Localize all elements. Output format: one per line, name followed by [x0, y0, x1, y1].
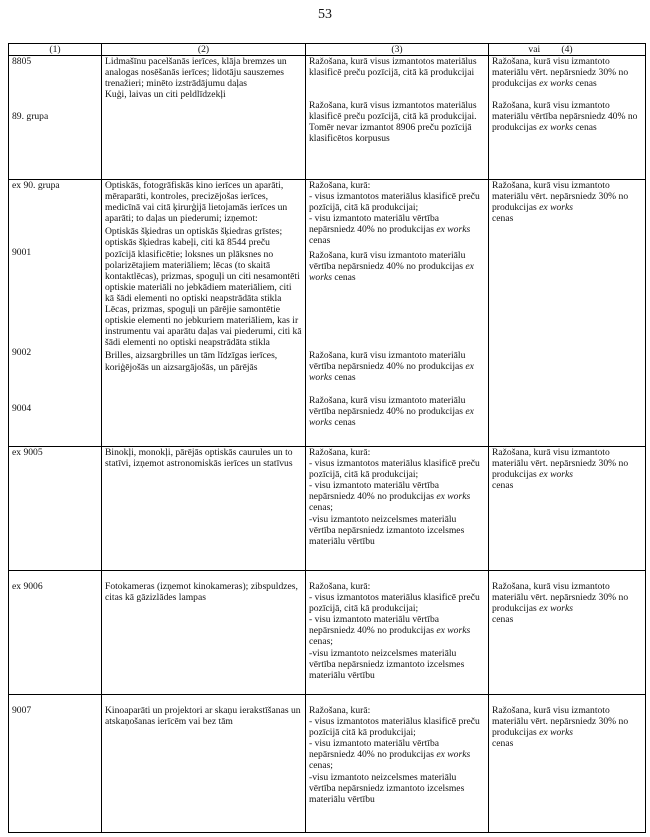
rule-ex-9005-line2: - visus izmantotos materiālus klasificē preču pozīcijā, citā kā produkcijai; — [309, 458, 480, 481]
code-9001: 9001 — [12, 247, 32, 259]
rule-ex-9005-line1: Ražošana, kurā: — [309, 447, 371, 458]
row4-alt-rule-cell — [489, 571, 646, 695]
alt-ex-9006: Ražošana, kurā visu izmantoto materiālu vērt. nepārsniedz 30% no produkcijas ex works — [492, 581, 629, 615]
alt-ex-9005: Ražošana, kurā visu izmantoto materiālu vērt. nepārsniedz 30% no produkcijas ex works — [492, 447, 629, 481]
row1-description-cell — [102, 56, 306, 180]
ex-works-term: ex works — [539, 78, 574, 90]
row1-rule-cell — [306, 56, 489, 180]
row5-alt-rule-cell — [489, 695, 646, 833]
header-col-2: (2) — [102, 44, 306, 56]
alt-ex-90-grupa: Ražošana, kurā visu izmantoto materiālu vērt. nepārsniedz 30% no produkcijas ex works — [492, 180, 629, 214]
ex-works-term: ex works — [436, 749, 471, 761]
desc-ex-90-grupa: Optiskās, fotogrāfiskās kino ierīces un aparāti, mēraparāti, kontroles, precizējošas ierīces, medicīnā vai citā ķirurģijā lietojamās ierīces un aparāti; to daļas un piederumi; izņemot: — [105, 180, 288, 225]
ex-works-term: ex works — [436, 491, 471, 503]
rule-9007-line2: - visus izmantotos materiālus klasificē preču pozīcijā citā kā produkcijai; — [309, 716, 480, 739]
rule-8805: Ražošana, kurā visus izmantotos materiālus klasificē preču pozīcijā, citā kā produkcijai — [309, 56, 477, 79]
rule-ex-9005-line3: - visu izmantoto materiālu vērtība nepārsniedz 40% no produkcijas ex works cenas; — [309, 480, 471, 514]
rule-ex-9005-line4: -visu izmantoto neizcelsmes materiālu vērtība nepārsniedz izmantoto izcelsmes materiālu vērtību — [309, 513, 465, 547]
row2-description-cell — [102, 180, 306, 447]
page-number: 53 — [318, 7, 332, 22]
header-col-3-label: (3) — [391, 44, 403, 55]
rule-ex-9006-line3: - visu izmantoto materiālu vērtība nepārsniedz 40% no produkcijas ex works cenas; — [309, 614, 471, 648]
desc-9004: Brilles, aizsargbrilles un tām līdzīgas ierīces, koriģējošās un aizsargājošās, un pārējās — [105, 350, 278, 373]
row5-code-cell — [9, 695, 102, 833]
desc-9002: Lēcas, prizmas, spoguļi un pārējie samontētie optiskie elementi no jebkuriem materiāliem, kas ir instrumentu vai aparātu daļas vai piederumi, citi kā šādi elementi no optiski neapstrādāta stikla — [105, 304, 302, 349]
rule-ex-9006-line4: -visu izmantoto neizcelsmes materiālu vērtība nepārsniedz izmantoto izcelsmes materiālu vērtību — [309, 647, 465, 681]
ex-works-term: ex works — [436, 224, 471, 236]
rule-9004: Ražošana, kurā visu izmantoto materiālu vērtība nepārsniedz 40% no produkcijas ex works cenas — [309, 395, 474, 429]
ex-works-term: ex works — [539, 202, 574, 214]
code-ex-9005: ex 9005 — [12, 447, 43, 458]
code-89-grupa: 89. grupa — [12, 111, 49, 123]
header-col-4 — [489, 44, 646, 56]
rule-9002: Ražošana, kurā visu izmantoto materiālu vērtība nepārsniedz 40% no produkcijas ex works cenas — [309, 349, 474, 384]
code-ex-9006: ex 9006 — [12, 581, 43, 592]
table-row — [9, 56, 646, 180]
rule-9007-line3: - visu izmantoto materiālu vērtība nepārsniedz 40% no produkcijas ex works cenas; — [309, 738, 471, 772]
ex-works-term: ex works — [539, 727, 574, 739]
alt-ex-9005-cenas: cenas — [492, 480, 514, 492]
rule-9001: Ražošana, kurā visu izmantoto materiālu vērtība nepārsniedz 40% no produkcijas ex works cenas — [309, 249, 474, 283]
alt-9007-cenas: cenas — [492, 738, 514, 750]
rules-table — [8, 43, 646, 833]
row3-rule-cell — [306, 447, 489, 571]
row2-code-cell — [9, 180, 102, 447]
ex-works-term: ex works — [539, 122, 574, 134]
alt-ex-9006-cenas: cenas — [492, 614, 514, 626]
desc-9001: Optiskās šķiedras un optiskās šķiedras grīstes; optiskās šķiedras kabeļi, citi kā 8544 preču pozīcijā klasificētie; loksnes un plāksnes no polarizētajiem materiāliem; lēcas (to skaitā kontaktlēcas), prizmas, spoguļi un citi nesamontēti optiskie materiāli no jebkādiem materiāliem, citi kā šādi elementi no optiski neapstrādāta stikla — [105, 226, 300, 304]
row1-alt-rule-cell — [489, 56, 646, 180]
desc-89-grupa: Kuģi, laivas un citi peldlīdzekļi — [105, 89, 226, 101]
code-9004: 9004 — [12, 403, 32, 415]
alt-ex-90-cenas: cenas — [492, 213, 514, 225]
rule-9007-line1: Ražošana, kurā: — [309, 705, 371, 716]
rule-9007-line4: -visu izmantoto neizcelsmes materiālu vērtība nepārsniedz izmantoto izcelsmes materiālu vērtību — [309, 771, 465, 805]
alt-9007: Ražošana, kurā visu izmantoto materiālu vērt. nepārsniedz 30% no produkcijas ex works — [492, 705, 629, 739]
row5-description-cell — [102, 695, 306, 833]
row3-description-cell — [102, 447, 306, 571]
desc-9007: Kinoaparāti un projektori ar skaņu ierakstīšanas un atskaņošanas ierīcēm vai bez tām — [105, 705, 301, 728]
row4-description-cell — [102, 571, 306, 695]
ex-works-term: ex works — [539, 469, 574, 481]
ex-works-term: ex works — [309, 406, 474, 429]
rule-89-grupa: Ražošana, kurā visus izmantotos materiālus klasificē preču pozīcijā, citā kā produkcijai. Tomēr nevar izmantot 8906 preču pozīcijā klasificētos korpusus — [309, 100, 477, 145]
desc-8805: Lidmašīnu pacelšanās ierīces, klāja bremzes un analogas nosēšanās ierīces; lidotāju sauszemes trenažieri; minēto izstrādājumu daļas — [105, 56, 287, 90]
row4-rule-cell — [306, 571, 489, 695]
header-col-1: (1) — [9, 44, 102, 56]
row2-alt-rule-cell — [489, 180, 646, 447]
ex-works-term: ex works — [309, 360, 474, 384]
header-row — [9, 44, 646, 56]
desc-ex-9006: Fotokameras (izņemot kinokameras); zibspuldzes, citas kā gāzizlādes lampas — [105, 581, 298, 604]
table-row — [9, 695, 646, 833]
desc-ex-9005: Binokļi, monokļi, pārējās optiskās caurules un to statīvi, izņemot astronomiskās ierīces un statīvus — [105, 447, 293, 470]
rule-ex-9006-line1: Ražošana, kurā: — [309, 581, 371, 592]
row4-code-cell — [9, 571, 102, 695]
rule-ex-9006-line2: - visus izmantotos materiālus klasificē preču pozīcijā, citā kā produkcijai; — [309, 592, 480, 615]
row3-alt-rule-cell — [489, 447, 646, 571]
ex-works-term: ex works — [436, 625, 471, 637]
alt-8805: Ražošana, kurā visu izmantoto materiālu vērt. nepārsniedz 30% no produkcijas ex works cenas — [492, 56, 629, 90]
code-ex-90-grupa: ex 90. grupa — [12, 180, 60, 191]
alt-89-grupa: Ražošana, kurā visu izmantoto materiālu vērtība nepārsniedz 40% no produkcijas ex works cenas — [492, 100, 638, 134]
ex-works-term: ex works — [309, 260, 474, 283]
table-row — [9, 571, 646, 695]
row5-rule-cell — [306, 695, 489, 833]
row2-rule-cell — [306, 180, 489, 447]
rule-ex-90-line3: - visu izmantoto materiālu vērtība nepārsniedz 40% no produkcijas ex works — [309, 213, 471, 236]
rule-ex-90-line1: Ražošana, kurā: — [309, 180, 371, 191]
header-col-4-label: (4) — [561, 44, 573, 55]
code-9002: 9002 — [12, 347, 32, 359]
table-row — [9, 180, 646, 447]
row1-code-cell — [9, 56, 102, 180]
rule-ex-90-cenas: cenas — [309, 235, 331, 247]
code-8805: 8805 — [12, 56, 32, 67]
header-vai: vai — [528, 44, 541, 55]
ex-works-term: ex works — [539, 603, 574, 615]
rule-ex-90-line2: - visus izmantotos materiālus klasificē preču pozīcijā, citā kā produkcijai; — [309, 191, 480, 214]
code-9007: 9007 — [12, 705, 32, 716]
row3-code-cell — [9, 447, 102, 571]
table-row — [9, 447, 646, 571]
header-col-3 — [306, 44, 489, 56]
